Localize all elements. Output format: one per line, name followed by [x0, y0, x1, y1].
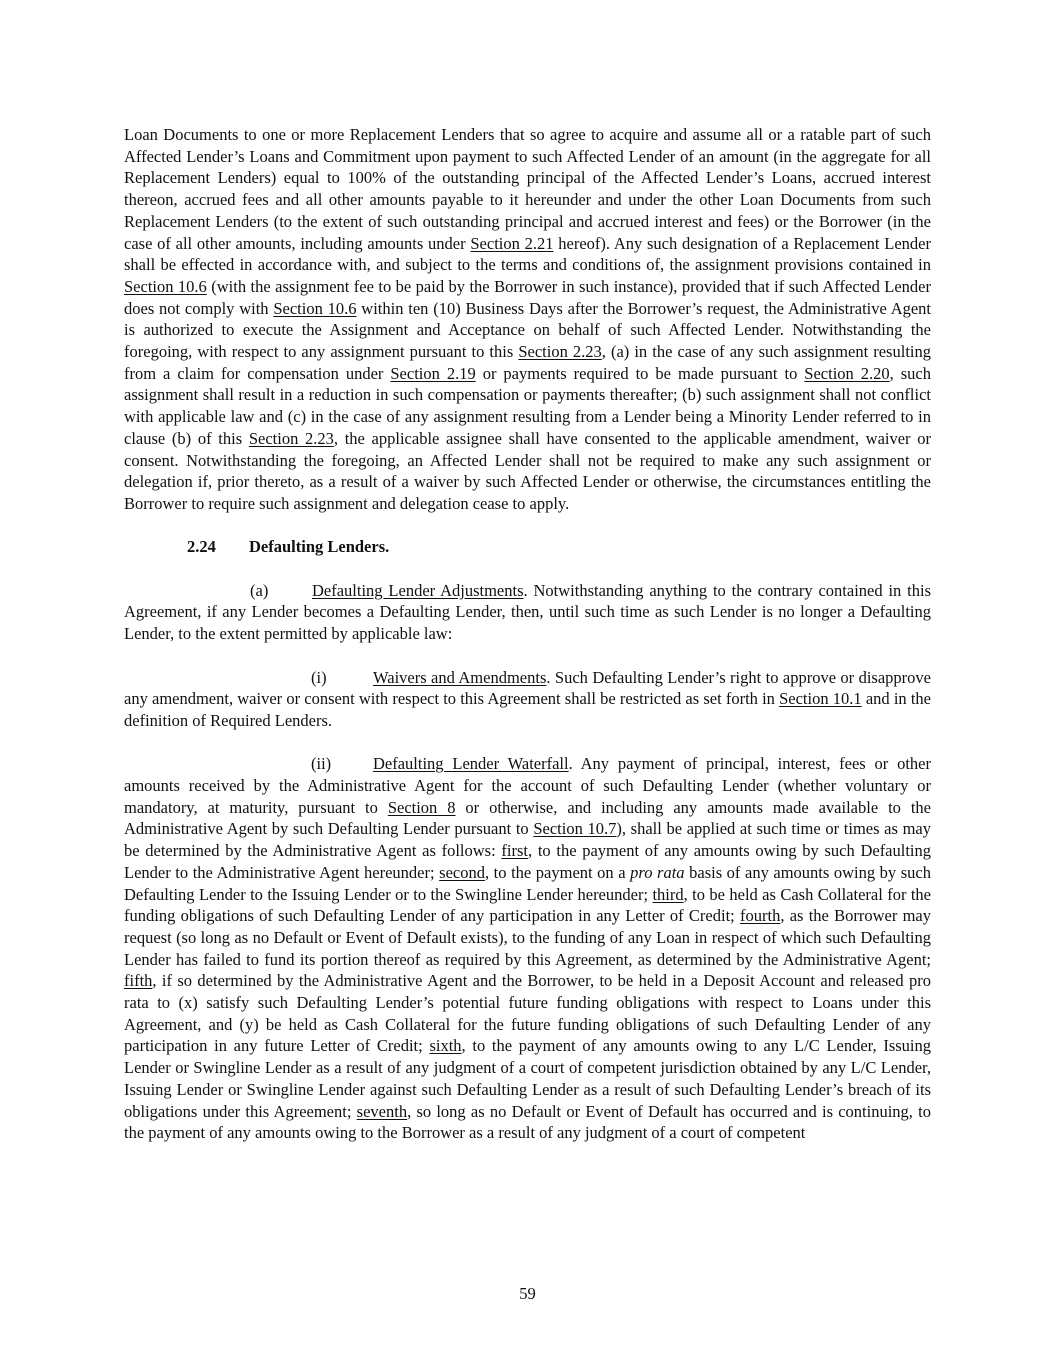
- section-link: Section 10.1: [779, 689, 862, 709]
- section-link: Section 10.6: [273, 298, 357, 318]
- section-link: Section 2.20: [804, 363, 890, 383]
- section-heading: [124, 536, 931, 558]
- ordinal-term: second: [439, 862, 485, 882]
- paragraph-ii: (ii) Defaulting Lender Waterfall. Any payment of principal, interest, fees or other amounts received by the Administrative Agent for the account of such Defaulting Lender (whether voluntary or mandatory, at maturity, pursuant to Section 8 or otherwise, and including any amounts made available to the Administrative Agent by such Defaulting Lender pursuant to Section 10.7), shall be applied at such time or times as may be determined by the Administrative Agent as follows: first, to the payment of any amounts owing by such Defaulting Lender to the Administrative Agent hereunder; second, to the payment on a pro rata basis of any amounts owing by such Defaulting Lender to the Issuing Lender or to the Swingline Lender hereunder; third, to be held as Cash Collateral for the funding obligations of such Defaulting Lender of any participation in any Letter of Credit; fourth, as the Borrower may request (so long as no Default or Event of Default exists), to the funding of any Loan in respect of which such Defaulting Lender has failed to fund its portion thereof as required by this Agreement, as determined by the Administrative Agent; fifth, if so determined by the Administrative Agent and the Borrower, to be held in a Deposit Account and released pro rata to (x) satisfy such Defaulting Lender’s potential future funding obligations with respect to Loans under this Agreement, and (y) be held as Cash Collateral for the future funding obligations of such Defaulting Lender of any participation in any future Letter of Credit; sixth, to the payment of any amounts owing to any L/C Lender, Issuing Lender or Swingline Lender as a result of any judgment of a court of competent jurisdiction obtained by any L/C Lender, Issuing Lender or Swingline Lender against such Defaulting Lender as a result of such Defaulting Lender’s breach of its obligations under this Agreement; seventh, so long as no Default or Event of Default has occurred and is continuing, to the payment of any amounts owing to the Borrower as a result of any judgment of a court of competent: [124, 754, 932, 1143]
- document-page: [124, 124, 931, 1144]
- page-number: 59: [519, 1284, 536, 1303]
- section-link: Section 2.19: [390, 363, 476, 383]
- ordinal-term: first: [501, 841, 528, 861]
- clause-title: Waivers and Amendments: [373, 667, 547, 687]
- ordinal-term: fifth: [124, 971, 153, 991]
- section-link: Section 2.21: [470, 233, 554, 253]
- paragraph-affected-lender-replacement: Loan Documents to one or more Replacement Lenders that so agree to acquire and assume all or a ratable part of such Affected Lender’s Loans and Commitment upon payment to such Affected Lender of an amount (in the aggregate for all Replacement Lenders) equal to 100% of the outstanding principal of the Affected Lender’s Loans, accrued interest thereon, accrued fees and all other amounts payable to it hereunder and under the other Loan Documents from such Replacement Lenders (to the extent of such outstanding principal and accrued interest and fees) or the Borrower (in the case of all other amounts, including amounts under Section 2.21 hereof). Any such designation of a Replacement Lender shall be effected in accordance with, and subject to the terms and conditions of, the assignment provisions contained in Section 10.6 (with the assignment fee to be paid by the Borrower in such instance), provided that if such Affected Lender does not comply with Section 10.6 within ten (10) Business Days after the Borrower’s request, the Administrative Agent is authorized to execute the Assignment and Acceptance on behalf of such Affected Lender. Notwithstanding the foregoing, with respect to any assignment pursuant to this Section 2.23, (a) in the case of any such assignment resulting from a claim for compensation under Section 2.19 or payments required to be made pursuant to Section 2.20, such assignment shall result in a reduction in such compensation or payments thereafter; (b) such assignment shall not conflict with applicable law and (c) in the case of any assignment resulting from a Lender being a Minority Lender referred to in clause (b) of this Section 2.23, the applicable assignee shall have consented to the applicable amendment, waiver or consent. Notwithstanding the foregoing, an Affected Lender shall not be required to make any such assignment or delegation if, prior thereto, as a result of a waiver by such Affected Lender or otherwise, the circumstances entitling the Borrower to require such assignment and delegation cease to apply.: [124, 125, 932, 513]
- section-link: Section 10.6: [124, 276, 207, 296]
- section-link: Section 2.23: [518, 342, 602, 362]
- clause-title: Defaulting Lender Waterfall: [373, 754, 569, 774]
- paragraph-i: (i) Waivers and Amendments. Such Defaulting Lender’s right to approve or disapprove any amendment, waiver or consent with respect to this Agreement shall be restricted as set forth in Section 10.1 and in the definition of Required Lenders.: [124, 667, 931, 730]
- ordinal-term: sixth: [429, 1036, 462, 1056]
- section-title: Defaulting Lenders.: [249, 537, 390, 557]
- italic-term: pro rata: [630, 862, 685, 882]
- section-link: Section 8: [387, 797, 456, 817]
- clause-title: Defaulting Lender Adjustments: [312, 580, 524, 600]
- clause-label: (i): [311, 667, 327, 687]
- paragraph-a: (a) Defaulting Lender Adjustments. Notwithstanding anything to the contrary contained in this Agreement, if any Lender becomes a Defaulting Lender, then, until such time as such Lender is no longer a Defaulting Lender, to the extent permitted by applicable law:: [124, 580, 932, 644]
- ordinal-term: third: [652, 884, 684, 904]
- section-number: 2.24: [187, 537, 216, 557]
- clause-label: (a): [250, 580, 269, 600]
- ordinal-term: fourth: [740, 906, 781, 926]
- ordinal-term: seventh: [356, 1101, 408, 1121]
- clause-label: (ii): [311, 754, 332, 774]
- section-link: Section 10.7: [533, 819, 617, 839]
- section-link: Section 2.23: [248, 428, 334, 448]
